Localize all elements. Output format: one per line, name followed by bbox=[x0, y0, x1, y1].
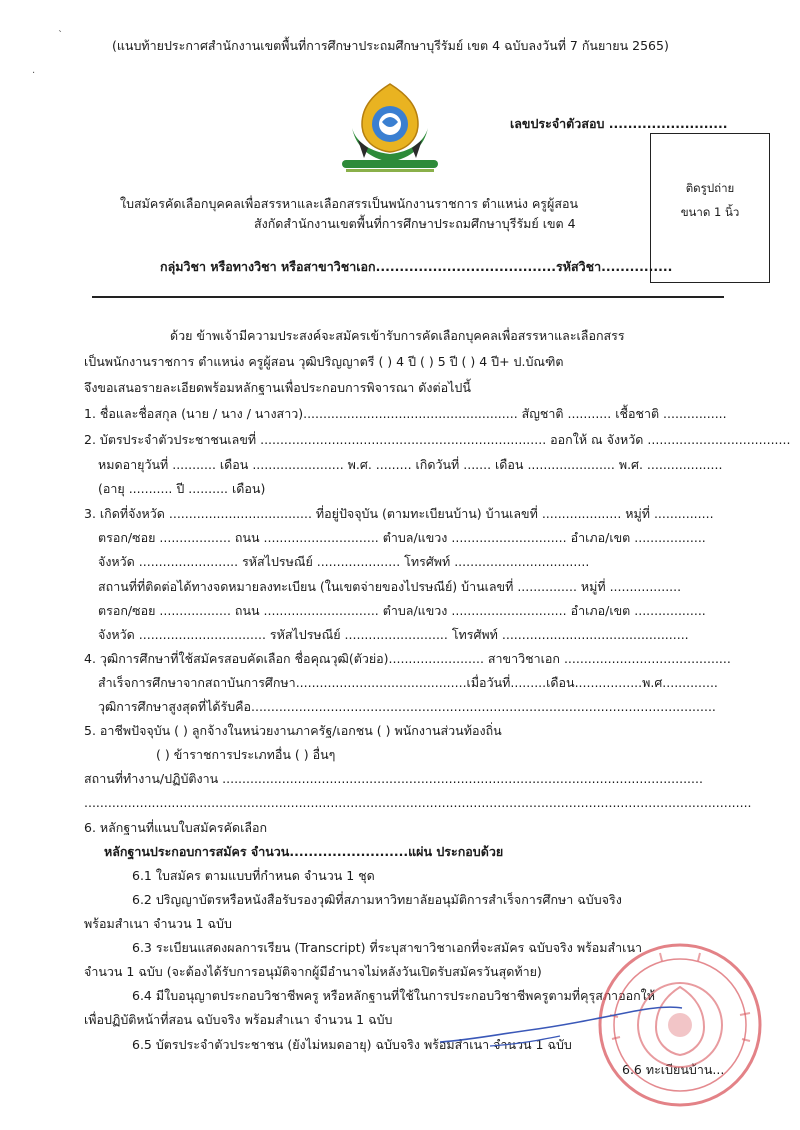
form-field-address-soi[interactable]: ตรอก/ซอย .................. ถนน ............................. ตำบล/แขวง ............................. อำเภอ/เขต .................. bbox=[98, 530, 706, 545]
form-field-expiry[interactable]: หมดอายุวันที่ ........... เดือน ....................... พ.ศ. ......... เกิดวันที่ ....... เดือน ...................... พ.ศ. ................... bbox=[98, 457, 723, 472]
form-field-highest-degree[interactable]: วุฒิการศึกษาสูงสุดที่ได้รับคือ..................................................................................................................... bbox=[98, 699, 716, 714]
form-field-workplace-cont[interactable]: ........................................................................................................................................................................ bbox=[84, 795, 752, 810]
header-note: (แนบท้ายประกาศสำนักงานเขตพื้นที่การศึกษาประถมศึกษาบุรีรัมย์ เขต 4 ฉบับลงวันที่ 7 กันยายน 2565) bbox=[112, 38, 669, 53]
evidence-item: 6.1 ใบสมัคร ตามแบบที่กำหนด จำนวน 1 ชุด bbox=[132, 868, 375, 883]
scan-mark: · bbox=[32, 68, 36, 79]
evidence-header: หลักฐานประกอบการสมัคร จำนวน.........................แผ่น ประกอบด้วย bbox=[104, 844, 504, 859]
signature-icon bbox=[430, 1000, 690, 1060]
photo-box-line2: ขนาด 1 นิ้ว bbox=[680, 205, 740, 219]
scan-mark: ` bbox=[58, 30, 63, 41]
obec-emblem-icon bbox=[338, 80, 442, 180]
evidence-item: 6.2 ปริญญาบัตรหรือหนังสือรับรองวุฒิที่สภามหาวิทยาลัยอนุมัติการสำเร็จการศึกษา ฉบับจริง bbox=[132, 892, 622, 907]
evidence-item: เพื่อปฏิบัติหน้าที่สอน ฉบับจริง พร้อมสำเนา จำนวน 1 ฉบับ bbox=[84, 1012, 393, 1027]
form-field-id-card[interactable]: 2. บัตรประจำตัวประชาชนเลขที่ ........................................................................ ออกให้ ณ จังหวัด .................................... bbox=[84, 432, 791, 447]
form-field-birthplace[interactable]: 3. เกิดที่จังหวัด .................................... ที่อยู่ปัจจุบัน (ตามทะเบียนบ้าน) บ้านเลขที่ .................... หมู่ที่ ............... bbox=[84, 506, 714, 521]
form-title-line2: สังกัดสำนักงานเขตพื้นที่การศึกษาประถมศึกษาบุรีรัมย์ เขต 4 bbox=[254, 216, 576, 231]
intro-line: ด้วย ข้าพเจ้ามีความประสงค์จะสมัครเข้ารับการคัดเลือกบุคคลเพื่อสรรหาและเลือกสรร bbox=[170, 328, 625, 343]
evidence-item: 6.6 ทะเบียนบ้าน... bbox=[622, 1062, 725, 1077]
evidence-item: 6.4 มีใบอนุญาตประกอบวิชาชีพครู หรือหลักฐานที่ใช้ในการประกอบวิชาชีพครูตามที่คุรุสภาออกให้ bbox=[132, 988, 656, 1003]
subject-line: กลุ่มวิชา หรือทางวิชา หรือสาขาวิชาเอก......................................รหัสวิชา............... bbox=[160, 259, 673, 274]
exam-id-label: เลขประจำตัวสอบ ......................... bbox=[510, 116, 728, 131]
intro-line: จึงขอเสนอรายละเอียดพร้อมหลักฐานเพื่อประกอบการพิจารณา ดังต่อไปนี้ bbox=[84, 380, 471, 395]
form-field-degree[interactable]: 4. วุฒิการศึกษาที่ใช้สมัครสอบคัดเลือก ชื่อคุณวุฒิ(ตัวย่อ)........................ สาขาวิชาเอก .......................................... bbox=[84, 651, 731, 666]
evidence-item: 6.5 บัตรประจำตัวประชาชน (ยังไม่หมดอายุ) ฉบับจริง พร้อมสำเนา จำนวน 1 ฉบับ bbox=[132, 1037, 572, 1052]
evidence-item: 6.3 ระเบียนแสดงผลการเรียน (Transcript) ที่ระบุสาขาวิชาเอกที่จะสมัคร ฉบับจริง พร้อมสำเนา bbox=[132, 940, 643, 955]
evidence-item: จำนวน 1 ฉบับ (จะต้องได้รับการอนุมัติจากผู้มีอำนาจไม่หลังวันเปิดรับสมัครวันสุดท้าย) bbox=[84, 964, 542, 979]
section-evidence-title: 6. หลักฐานที่แนบใบสมัครคัดเลือก bbox=[84, 820, 268, 835]
intro-line: เป็นพนักงานราชการ ตำแหน่ง ครูผู้สอน วุฒิปริญญาตรี ( ) 4 ปี ( ) 5 ปี ( ) 4 ปี+ ป.บัณฑิต bbox=[84, 354, 564, 369]
form-field-mailing-address[interactable]: สถานที่ที่ติดต่อได้ทางจดหมายลงทะเบียน (ในเขตจ่ายของไปรษณีย์) บ้านเลขที่ ............... หมู่ที่ .................. bbox=[98, 579, 682, 594]
form-field-workplace[interactable]: สถานที่ทำงาน/ปฏิบัติงาน ......................................................................................................................... bbox=[84, 771, 703, 786]
form-field-age[interactable]: (อายุ ........... ปี .......... เดือน) bbox=[98, 481, 266, 496]
form-field-mailing-province[interactable]: จังหวัด ................................ รหัสไปรษณีย์ .......................... โทรศัพท์ ............................................... bbox=[98, 627, 689, 642]
form-field-name[interactable]: 1. ชื่อและชื่อสกุล (นาย / นาง / นางสาว)...................................................... สัญชาติ ........... เชื้อชาติ ................ bbox=[84, 406, 727, 421]
form-title-line1: ใบสมัครคัดเลือกบุคคลเพื่อสรรหาและเลือกสรรเป็นพนักงานราชการ ตำแหน่ง ครูผู้สอน bbox=[120, 196, 579, 211]
form-field-occupation[interactable]: 5. อาชีพปัจจุบัน ( ) ลูกจ้างในหน่วยงานภาครัฐ/เอกชน ( ) พนักงานส่วนท้องถิ่น bbox=[84, 723, 502, 738]
divider bbox=[92, 296, 724, 298]
form-field-institution[interactable]: สำเร็จการศึกษาจากสถาบันการศึกษา...........................................เมื่อวันที่.........เดือน.................พ.ศ.............. bbox=[98, 675, 718, 690]
evidence-item: พร้อมสำเนา จำนวน 1 ฉบับ bbox=[84, 916, 232, 931]
photo-box-line1: ติดรูปถ่าย bbox=[685, 181, 735, 195]
form-field-address-province[interactable]: จังหวัด ......................... รหัสไปรษณีย์ ..................... โทรศัพท์ .................................. bbox=[98, 554, 590, 569]
form-field-mailing-soi[interactable]: ตรอก/ซอย .................. ถนน ............................. ตำบล/แขวง ............................. อำเภอ/เขต .................. bbox=[98, 603, 706, 618]
form-field-occupation-other[interactable]: ( ) ข้าราชการประเภทอื่น ( ) อื่นๆ bbox=[156, 747, 336, 762]
